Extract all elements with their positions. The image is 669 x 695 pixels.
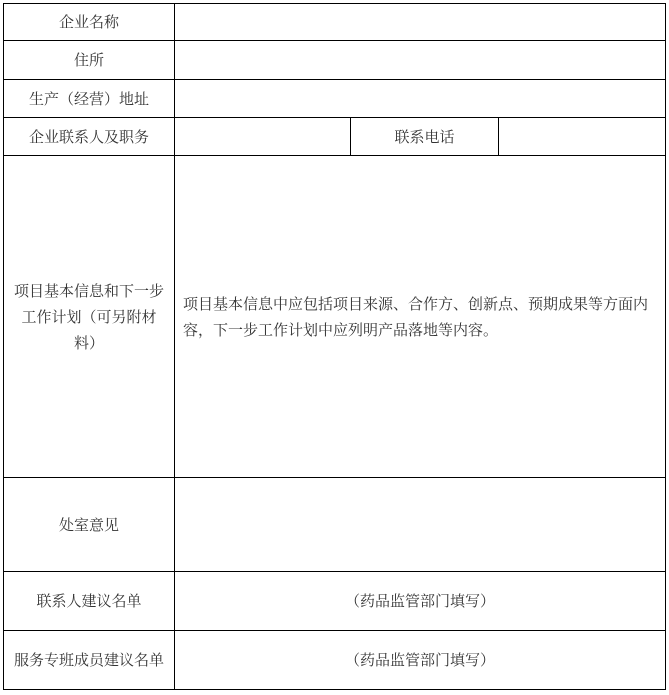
production-address-label: 生产（经营）地址 (4, 80, 175, 118)
row-contact (4, 118, 666, 156)
row-company-name (4, 4, 666, 41)
office-opinion-cell[interactable] (175, 478, 666, 572)
service-team-suggestion-cell[interactable]: （药品监管部门填写） (175, 631, 666, 690)
row-project-info (4, 156, 666, 478)
row-office-opinion (4, 478, 666, 572)
production-address-cell[interactable] (175, 80, 666, 118)
company-name-cell[interactable] (175, 4, 666, 41)
contact-label: 企业联系人及职务 (4, 118, 175, 156)
phone-label: 联系电话 (351, 118, 499, 156)
project-info-content[interactable]: 项目基本信息中应包括项目来源、合作方、创新点、预期成果等方面内容，下一步工作计划中应列明产品落地等内容。 (175, 156, 666, 478)
residence-cell[interactable] (175, 41, 666, 80)
contact-suggestion-label: 联系人建议名单 (4, 572, 175, 631)
office-opinion-label: 处室意见 (4, 478, 175, 572)
row-production-address (4, 80, 666, 118)
enterprise-info-form (3, 3, 666, 690)
row-contact-suggestion (4, 572, 666, 631)
phone-cell[interactable] (499, 118, 666, 156)
project-info-label: 项目基本信息和下一步工作计划（可另附材料） (4, 156, 175, 478)
row-service-team-suggestion (4, 631, 666, 690)
row-residence (4, 41, 666, 80)
contact-suggestion-cell[interactable]: （药品监管部门填写） (175, 572, 666, 631)
contact-cell[interactable] (175, 118, 351, 156)
company-name-label: 企业名称 (4, 4, 175, 41)
residence-label: 住所 (4, 41, 175, 80)
service-team-suggestion-label: 服务专班成员建议名单 (4, 631, 175, 690)
